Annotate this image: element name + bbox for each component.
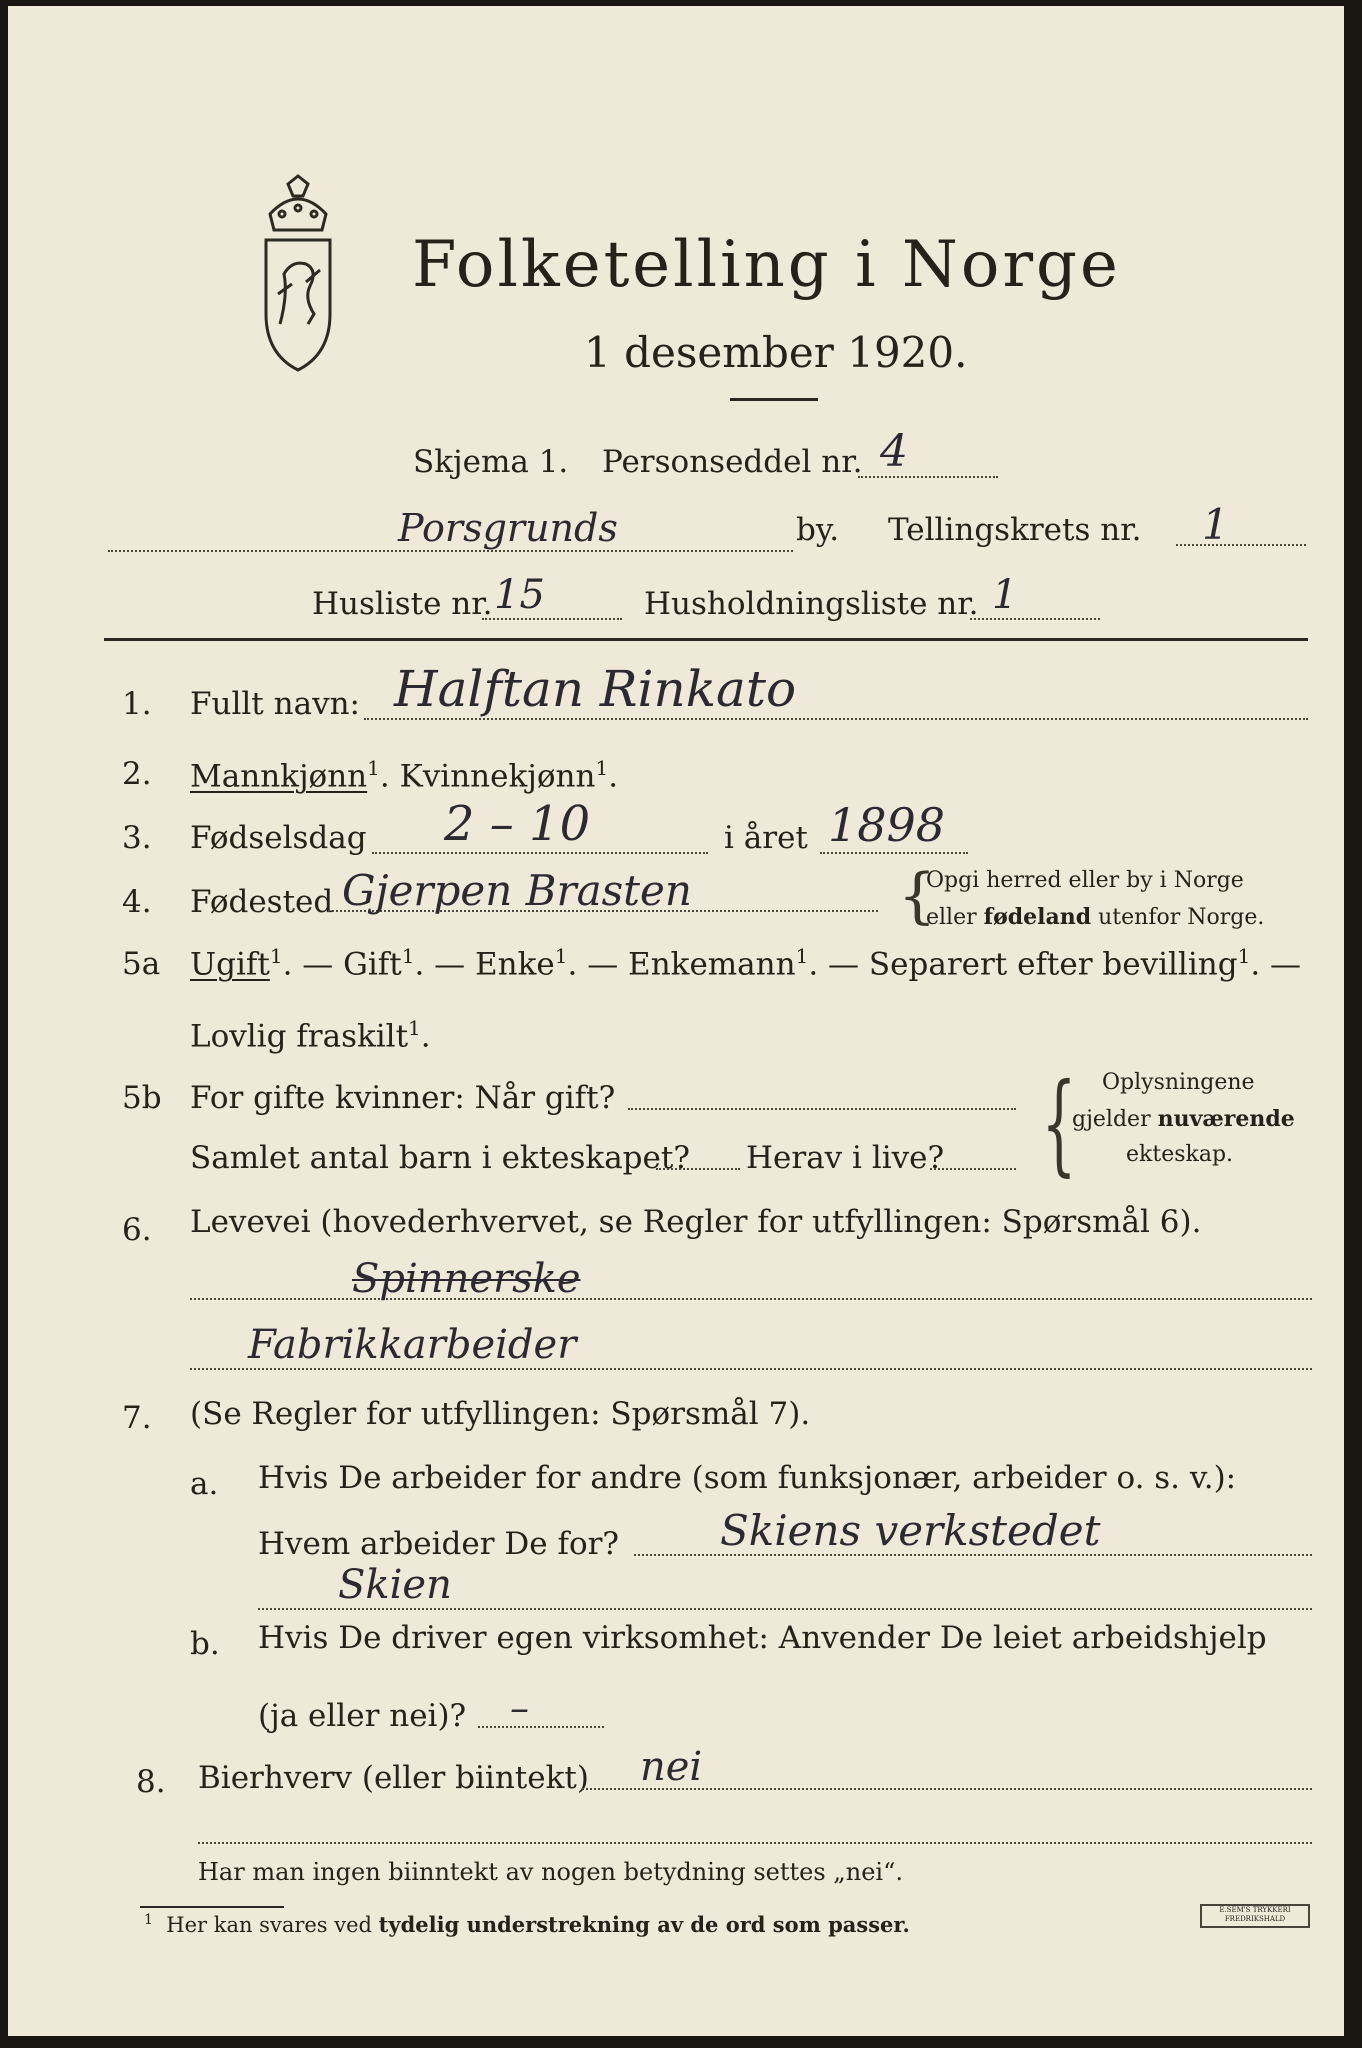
q8-line2 xyxy=(198,1842,1312,1844)
form-title: Folketelling i Norge xyxy=(412,228,1121,302)
q3-line xyxy=(372,852,708,854)
q1-line xyxy=(364,718,1308,720)
q6-label: Levevei (hovederhvervet, se Regler for utfyllingen: Spørsmål 6). xyxy=(190,1204,1202,1240)
q4-label: Fødested xyxy=(190,884,334,920)
q5b-label1: For gifte kvinner: Når gift? xyxy=(190,1080,616,1116)
q6-value2: Fabrikkarbeider xyxy=(248,1322,577,1368)
title-divider xyxy=(730,398,818,401)
q7a-value2: Skien xyxy=(338,1562,452,1608)
q2-options: Mannkjønn$^1$. Kvinnekjønn$^1$. xyxy=(190,756,619,795)
q6-value1: Spinnerske xyxy=(352,1256,581,1302)
q5a-ugift: Ugift xyxy=(190,946,270,983)
q3-year-label: i året xyxy=(724,820,808,856)
husliste-value: 15 xyxy=(494,572,545,618)
q2-male: Mannkjønn xyxy=(190,758,368,795)
q2-number: 2. xyxy=(122,756,152,792)
census-date: 1 desember 1920. xyxy=(584,328,968,377)
q8-number: 8. xyxy=(136,1764,166,1800)
footnote: $^1$ Her kan svares ved tydelig understrekning av de ord som passer. xyxy=(144,1912,910,1937)
q7-label: (Se Regler for utfyllingen: Spørsmål 7). xyxy=(190,1396,811,1432)
q5b-line2 xyxy=(656,1168,740,1170)
q5b-note2: gjelder nuværende xyxy=(1072,1106,1295,1132)
husliste-line xyxy=(482,618,622,620)
q7b-line2: (ja eller nei)? xyxy=(258,1698,467,1734)
q3-label: Fødselsdag xyxy=(190,820,367,856)
q5b-line3 xyxy=(930,1168,1016,1170)
q3-year-value: 1898 xyxy=(828,798,946,852)
q2-female: Kvinnekjønn xyxy=(399,758,596,795)
schema-label: Skjema 1. xyxy=(413,444,569,480)
q5b-note3: ekteskap. xyxy=(1126,1142,1234,1167)
q5a-line2: Lovlig fraskilt$^1$. xyxy=(190,1016,431,1055)
q5b-brace: { xyxy=(1041,1059,1077,1187)
personseddel-label: Personseddel nr. xyxy=(602,444,863,480)
q1-label: Fullt navn: xyxy=(190,686,360,722)
husholdning-value: 1 xyxy=(992,572,1018,618)
husholdning-label: Husholdningsliste nr. xyxy=(644,586,979,622)
q3-year-line xyxy=(820,852,968,854)
q5a-number: 5a xyxy=(122,946,161,982)
q4-number: 4. xyxy=(122,884,152,920)
q5a-options: Ugift$^1$. — Gift$^1$. — Enke$^1$. — Enkemann$^1$. — Separert efter bevilling$^1$. — xyxy=(190,944,1302,983)
q7a-line1: Hvis De arbeider for andre (som funksjonær, arbeider o. s. v.): xyxy=(258,1460,1237,1496)
q5b-label3: Herav i live? xyxy=(746,1140,945,1176)
husholdning-line xyxy=(970,618,1100,620)
q3-value: 2 – 10 xyxy=(444,796,591,852)
q7a-line-cont xyxy=(258,1608,1312,1610)
q7a-letter: a. xyxy=(190,1466,219,1502)
husliste-label: Husliste nr. xyxy=(312,586,493,622)
q5b-label2: Samlet antal barn i ekteskapet? xyxy=(190,1140,690,1176)
by-label: by. xyxy=(796,512,840,548)
tellingskrets-label: Tellingskrets nr. xyxy=(888,512,1142,548)
q6-line2 xyxy=(190,1368,1312,1370)
q4-value: Gjerpen Brasten xyxy=(342,866,692,915)
q1-value: Halftan Rinkato xyxy=(394,660,797,718)
q7b-line xyxy=(478,1726,604,1728)
header-rule xyxy=(104,638,1308,641)
coat-of-arms-icon xyxy=(248,174,348,374)
printer-stamp: E.SEM'S TRYKKERI FREDRIKSHALD xyxy=(1200,1904,1310,1928)
q7b-line1: Hvis De driver egen virksomhet: Anvender De leiet arbeidshjelp xyxy=(258,1620,1267,1656)
q7a-value1: Skiens verkstedet xyxy=(720,1506,1101,1555)
q8-label: Bierhverv (eller biintekt) xyxy=(198,1760,589,1796)
tellingskrets-value: 1 xyxy=(1202,500,1229,549)
q5b-line1 xyxy=(628,1108,1016,1110)
q8-value: nei xyxy=(640,1744,703,1790)
q4-note-line1: Opgi herred eller by i Norge xyxy=(926,868,1244,893)
city-line xyxy=(108,550,793,552)
footnote-divider xyxy=(140,1906,284,1908)
q3-number: 3. xyxy=(122,820,152,856)
footer-note: Har man ingen biinntekt av nogen betydning settes „nei“. xyxy=(198,1858,903,1886)
city-value: Porsgrunds xyxy=(398,506,618,550)
tellingskrets-line xyxy=(1176,544,1306,546)
q6-number: 6. xyxy=(122,1212,152,1248)
personseddel-line xyxy=(858,476,998,478)
q1-number: 1. xyxy=(122,686,152,722)
census-form xyxy=(8,6,1344,2036)
q7a-line2: Hvem arbeider De for? xyxy=(258,1526,620,1562)
q5b-note1: Oplysningene xyxy=(1102,1070,1255,1095)
q4-brace: { xyxy=(898,861,937,931)
q4-note-line2: eller fødeland utenfor Norge. xyxy=(926,904,1265,930)
q7b-value: – xyxy=(510,1686,529,1730)
personseddel-value: 4 xyxy=(880,426,908,477)
q5b-number: 5b xyxy=(122,1080,162,1116)
q7b-letter: b. xyxy=(190,1626,220,1662)
q7-number: 7. xyxy=(122,1400,152,1436)
